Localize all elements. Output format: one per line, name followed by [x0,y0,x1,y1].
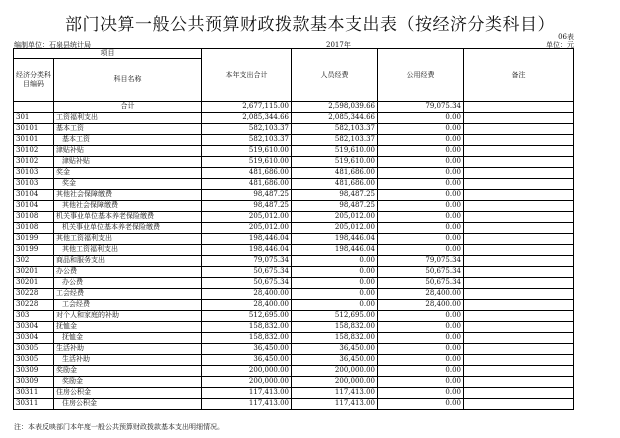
remark-cell [464,343,574,354]
table-row [14,255,574,266]
table-row [14,233,574,244]
name-cell: 工会经费 [54,299,202,310]
report-year: 2017年 [326,41,351,49]
name-cell: 其他社会保障缴费 [54,189,202,200]
table-row [14,244,574,255]
table-row [14,299,574,310]
code-cell: 30201 [14,266,54,277]
total-cell: 205,012.00 [202,222,292,233]
personnel-cell: 205,012.00 [292,211,378,222]
code-cell: 302 [14,255,54,266]
total-cell: 481,686.00 [202,167,292,178]
public-cell: 0.00 [378,112,464,123]
name-cell: 奖励金 [54,376,202,387]
code-cell: 30199 [14,233,54,244]
personnel-cell: 512,695.00 [292,310,378,321]
personnel-cell: 481,686.00 [292,167,378,178]
total-cell: 2,085,344.66 [202,112,292,123]
public-cell: 0.00 [378,376,464,387]
table-row [14,277,574,288]
code-cell: 30305 [14,343,54,354]
remark-cell [464,134,574,145]
public-cell: 0.00 [378,145,464,156]
total-cell: 36,450.00 [202,354,292,365]
name-cell: 其他社会保障缴费 [54,200,202,211]
table-row [14,310,574,321]
name-cell: 对个人和家庭的补助 [54,310,202,321]
personnel-cell: 198,446.04 [292,233,378,244]
remark-cell [464,398,574,409]
code-cell: 30201 [14,277,54,288]
code-cell: 30305 [14,354,54,365]
personnel-cell: 117,413.00 [292,398,378,409]
public-cell: 28,400.00 [378,288,464,299]
header-name: 科目名称 [54,58,202,101]
total-cell: 28,400.00 [202,299,292,310]
total-cell: 205,012.00 [202,211,292,222]
code-cell: 303 [14,310,54,321]
table-row [14,387,574,398]
table-row [14,145,574,156]
name-cell: 其他工资福利支出 [54,244,202,255]
total-total: 2,677,115.00 [202,101,292,112]
document-title: 部门决算一般公共预算财政拨款基本支出表（按经济分类科目） [65,15,555,35]
total-personnel: 2,598,039.66 [292,101,378,112]
remark-cell [464,123,574,134]
header-remark: 备注 [464,49,574,102]
public-cell: 0.00 [378,244,464,255]
total-cell: 158,832.00 [202,332,292,343]
remark-cell [464,211,574,222]
form-number: 06表 [558,33,574,41]
remark-cell [464,178,574,189]
personnel-cell: 519,610.00 [292,145,378,156]
total-cell: 198,446.04 [202,244,292,255]
personnel-cell: 582,103.37 [292,134,378,145]
code-cell: 30104 [14,200,54,211]
public-cell: 0.00 [378,222,464,233]
remark-cell [464,244,574,255]
name-cell: 奖金 [54,178,202,189]
name-cell: 工会经费 [54,288,202,299]
personnel-cell: 200,000.00 [292,365,378,376]
public-cell: 0.00 [378,387,464,398]
total-cell: 79,075.34 [202,255,292,266]
name-cell: 基本工资 [54,134,202,145]
header-personnel: 人员经费 [292,49,378,102]
public-cell: 50,675.34 [378,266,464,277]
public-cell: 0.00 [378,332,464,343]
code-cell: 30311 [14,398,54,409]
remark-cell [464,277,574,288]
remark-cell [464,266,574,277]
personnel-cell: 0.00 [292,288,378,299]
personnel-cell: 205,012.00 [292,222,378,233]
table-row [14,354,574,365]
code-cell: 30102 [14,145,54,156]
remark-cell [464,156,574,167]
personnel-cell: 158,832.00 [292,321,378,332]
remark-cell [464,145,574,156]
table-footnote: 注：本表反映部门本年度一般公共预算财政拨款基本支出明细情况。 [14,423,224,431]
total-code-cell [14,101,54,112]
name-cell: 机关事业单位基本养老保险缴费 [54,211,202,222]
currency-unit: 单位：元 [546,41,574,49]
table-row [14,332,574,343]
total-cell: 98,487.25 [202,200,292,211]
total-label: 合计 [54,101,202,112]
public-cell: 0.00 [378,123,464,134]
total-cell: 98,487.25 [202,189,292,200]
table-row [14,211,574,222]
total-cell: 198,446.04 [202,233,292,244]
public-cell: 50,675.34 [378,277,464,288]
public-cell: 0.00 [378,398,464,409]
name-cell: 奖励金 [54,365,202,376]
name-cell: 生活补助 [54,354,202,365]
header-code: 经济分类科目编码 [14,58,54,101]
public-cell: 28,400.00 [378,299,464,310]
public-cell: 0.00 [378,343,464,354]
code-cell: 30304 [14,332,54,343]
table-row [14,398,574,409]
remark-cell [464,310,574,321]
public-cell: 0.00 [378,200,464,211]
code-cell: 30101 [14,123,54,134]
table-row [14,376,574,387]
personnel-cell: 36,450.00 [292,343,378,354]
name-cell: 津贴补贴 [54,156,202,167]
table-row [14,321,574,332]
personnel-cell: 98,487.25 [292,189,378,200]
personnel-cell: 481,686.00 [292,178,378,189]
remark-cell [464,222,574,233]
personnel-cell: 582,103.37 [292,123,378,134]
total-cell: 50,675.34 [202,266,292,277]
total-public: 79,075.34 [378,101,464,112]
total-row [14,101,574,112]
personnel-cell: 158,832.00 [292,332,378,343]
code-cell: 30304 [14,321,54,332]
name-cell: 住房公积金 [54,387,202,398]
code-cell: 30309 [14,365,54,376]
personnel-cell: 0.00 [292,255,378,266]
remark-cell [464,233,574,244]
code-cell: 30101 [14,134,54,145]
header-item: 项目 [14,49,202,59]
total-cell: 158,832.00 [202,321,292,332]
public-cell: 79,075.34 [378,255,464,266]
public-cell: 0.00 [378,167,464,178]
public-cell: 0.00 [378,365,464,376]
remark-cell [464,200,574,211]
header-public: 公用经费 [378,49,464,102]
public-cell: 0.00 [378,178,464,189]
code-cell: 30108 [14,222,54,233]
table-row [14,167,574,178]
name-cell: 办公费 [54,277,202,288]
table-row [14,222,574,233]
name-cell: 抚恤金 [54,332,202,343]
name-cell: 抚恤金 [54,321,202,332]
personnel-cell: 36,450.00 [292,354,378,365]
personnel-cell: 98,487.25 [292,200,378,211]
total-cell: 117,413.00 [202,398,292,409]
remark-cell [464,365,574,376]
code-cell: 30228 [14,299,54,310]
remark-cell [464,299,574,310]
personnel-cell: 0.00 [292,299,378,310]
public-cell: 0.00 [378,354,464,365]
code-cell: 30104 [14,189,54,200]
remark-cell [464,288,574,299]
public-cell: 0.00 [378,233,464,244]
total-cell: 519,610.00 [202,156,292,167]
personnel-cell: 198,446.04 [292,244,378,255]
code-cell: 301 [14,112,54,123]
personnel-cell: 117,413.00 [292,387,378,398]
table-row [14,200,574,211]
personnel-cell: 2,085,344.66 [292,112,378,123]
total-cell: 582,103.37 [202,134,292,145]
public-cell: 0.00 [378,156,464,167]
remark-cell [464,112,574,123]
table-row [14,123,574,134]
reporting-unit: 编制单位：石泉县统计局 [14,41,91,49]
personnel-cell: 0.00 [292,266,378,277]
name-cell: 办公费 [54,266,202,277]
table-row [14,178,574,189]
header-total: 本年支出合计 [202,49,292,102]
code-cell: 30102 [14,156,54,167]
public-cell: 0.00 [378,134,464,145]
total-cell: 50,675.34 [202,277,292,288]
remark-cell [464,387,574,398]
remark-cell [464,167,574,178]
public-cell: 0.00 [378,321,464,332]
public-cell: 0.00 [378,189,464,200]
code-cell: 30309 [14,376,54,387]
remark-cell [464,255,574,266]
total-cell: 512,695.00 [202,310,292,321]
remark-cell [464,189,574,200]
name-cell: 津贴补贴 [54,145,202,156]
name-cell: 基本工资 [54,123,202,134]
remark-cell [464,321,574,332]
expenditure-table [13,48,574,410]
total-cell: 582,103.37 [202,123,292,134]
code-cell: 30228 [14,288,54,299]
table-row [14,365,574,376]
total-cell: 28,400.00 [202,288,292,299]
personnel-cell: 0.00 [292,277,378,288]
table-row [14,134,574,145]
name-cell: 工资福利支出 [54,112,202,123]
table-row [14,288,574,299]
total-cell: 200,000.00 [202,376,292,387]
code-cell: 30199 [14,244,54,255]
name-cell: 商品和服务支出 [54,255,202,266]
header-row-item [14,49,574,59]
total-cell: 519,610.00 [202,145,292,156]
total-cell: 200,000.00 [202,365,292,376]
table-row [14,343,574,354]
table-row [14,112,574,123]
name-cell: 其他工资福利支出 [54,233,202,244]
name-cell: 生活补助 [54,343,202,354]
name-cell: 机关事业单位基本养老保险缴费 [54,222,202,233]
table-row [14,156,574,167]
remark-cell [464,376,574,387]
remark-cell [464,354,574,365]
name-cell: 住房公积金 [54,398,202,409]
code-cell: 30108 [14,211,54,222]
total-remark [464,101,574,112]
name-cell: 奖金 [54,167,202,178]
table-row [14,189,574,200]
public-cell: 0.00 [378,211,464,222]
code-cell: 30311 [14,387,54,398]
total-cell: 36,450.00 [202,343,292,354]
personnel-cell: 519,610.00 [292,156,378,167]
code-cell: 30103 [14,167,54,178]
personnel-cell: 200,000.00 [292,376,378,387]
total-cell: 117,413.00 [202,387,292,398]
code-cell: 30103 [14,178,54,189]
remark-cell [464,332,574,343]
public-cell: 0.00 [378,310,464,321]
total-cell: 481,686.00 [202,178,292,189]
table-row [14,266,574,277]
